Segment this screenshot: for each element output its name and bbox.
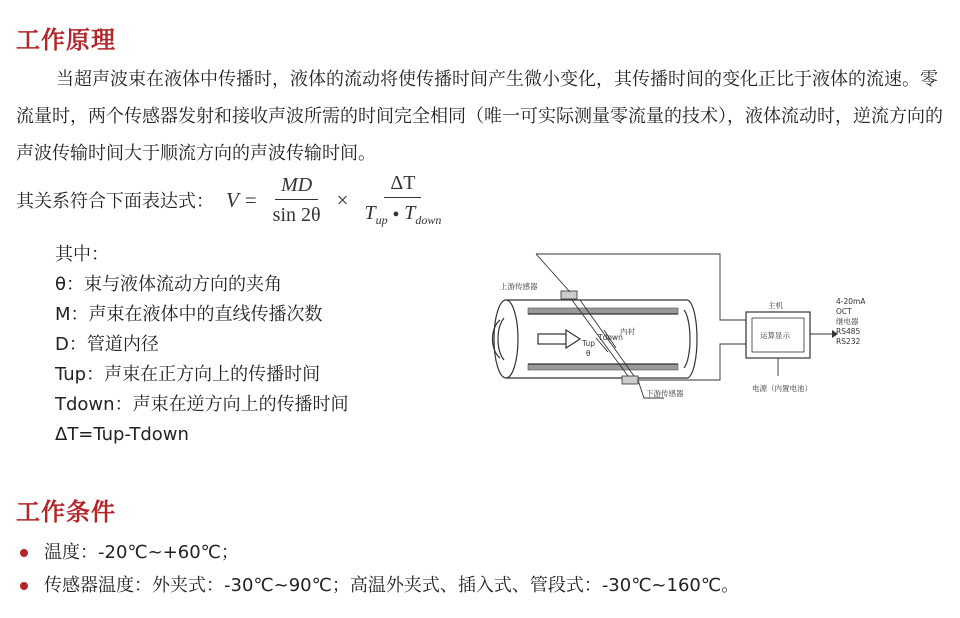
definition-item: θ：束与液体流动方向的夹角 [55,274,283,295]
display-label: 运算显示 [760,331,790,340]
liner-label: 内衬 [620,327,635,336]
formula-numerator-1: MD [275,174,318,200]
formula-t-up: T [364,202,376,224]
bullet-dot-icon [20,549,28,557]
flowmeter-diagram [488,248,888,408]
definitions-list [55,240,349,450]
output-item: 4-20mA [836,297,866,306]
definition-item: Tup：声束在正方向上的传播时间 [55,364,321,385]
definition-item: 其中： [55,244,109,265]
formula-lhs: V [226,187,239,212]
definition-item: ΔT=Tup-Tdown [55,424,189,445]
signal-lines [536,254,746,398]
conditions-list [16,536,739,602]
bullet-dot-icon [20,582,28,590]
flow-arrow [538,330,580,348]
output-item: OCT [836,307,852,316]
condition-text: 传感器温度：外夹式：-30℃~90℃；高温外夹式、插入式、管段式：-30℃~160℃。 [44,575,740,596]
formula-up-subscript: up [375,213,388,227]
condition-text: 温度：-20℃~+60℃； [44,542,239,563]
output-item: RS232 [836,337,861,346]
formula-times: × [336,187,349,212]
section-title-principle: 工作原理 [16,26,116,54]
list-item [16,536,739,569]
formula-denominator-1: sin 2θ [272,203,321,226]
formula-denominator-2 [358,198,447,228]
formula-dot: ● [392,208,400,220]
downstream-sensor-box [622,376,638,384]
formula-prefix: 其关系符合下面表达式： [16,191,214,212]
section-title-conditions: 工作条件 [16,498,116,526]
formula-numerator-2: ΔT [384,172,421,198]
downstream-sensor-label: 下游传感器 [646,389,684,398]
principle-paragraph: 当超声波束在液体中传播时，液体的流动将使传播时间产生微小变化，其传播时间的变化正比于液体的流速。零流量时，两个传感器发射和接收声波所需的时间完全相同（唯一可实际测量零流量的技术），液体流动时，逆流方向的声波传输时间大于顺流方向的声波传输时间。 [16,69,943,164]
tdown-label: Tdown [598,333,623,342]
tup-label: Tup [582,339,595,348]
theta-label: θ [586,349,591,358]
formula-equals: = [244,187,257,212]
list-item [16,569,739,602]
velocity-formula [226,172,451,228]
formula-line [16,168,451,232]
definition-item: D：管道内径 [55,334,159,355]
power-label: 电源（内置电池） [752,384,812,393]
formula-fraction-1 [267,174,327,227]
formula-fraction-2 [358,172,447,228]
output-list [836,297,866,346]
definition-item: M：声束在液体中的直线传播次数 [55,304,323,325]
output-item: RS485 [836,327,861,336]
upstream-sensor-box [561,291,577,299]
host-label: 主机 [768,301,783,310]
upstream-sensor-label: 上游传感器 [500,282,538,291]
definition-item: Tdown：声束在逆方向上的传播时间 [55,394,349,415]
formula-t-down: T [404,202,416,224]
formula-down-subscript: down [415,213,442,227]
output-item: 继电器 [836,317,859,326]
